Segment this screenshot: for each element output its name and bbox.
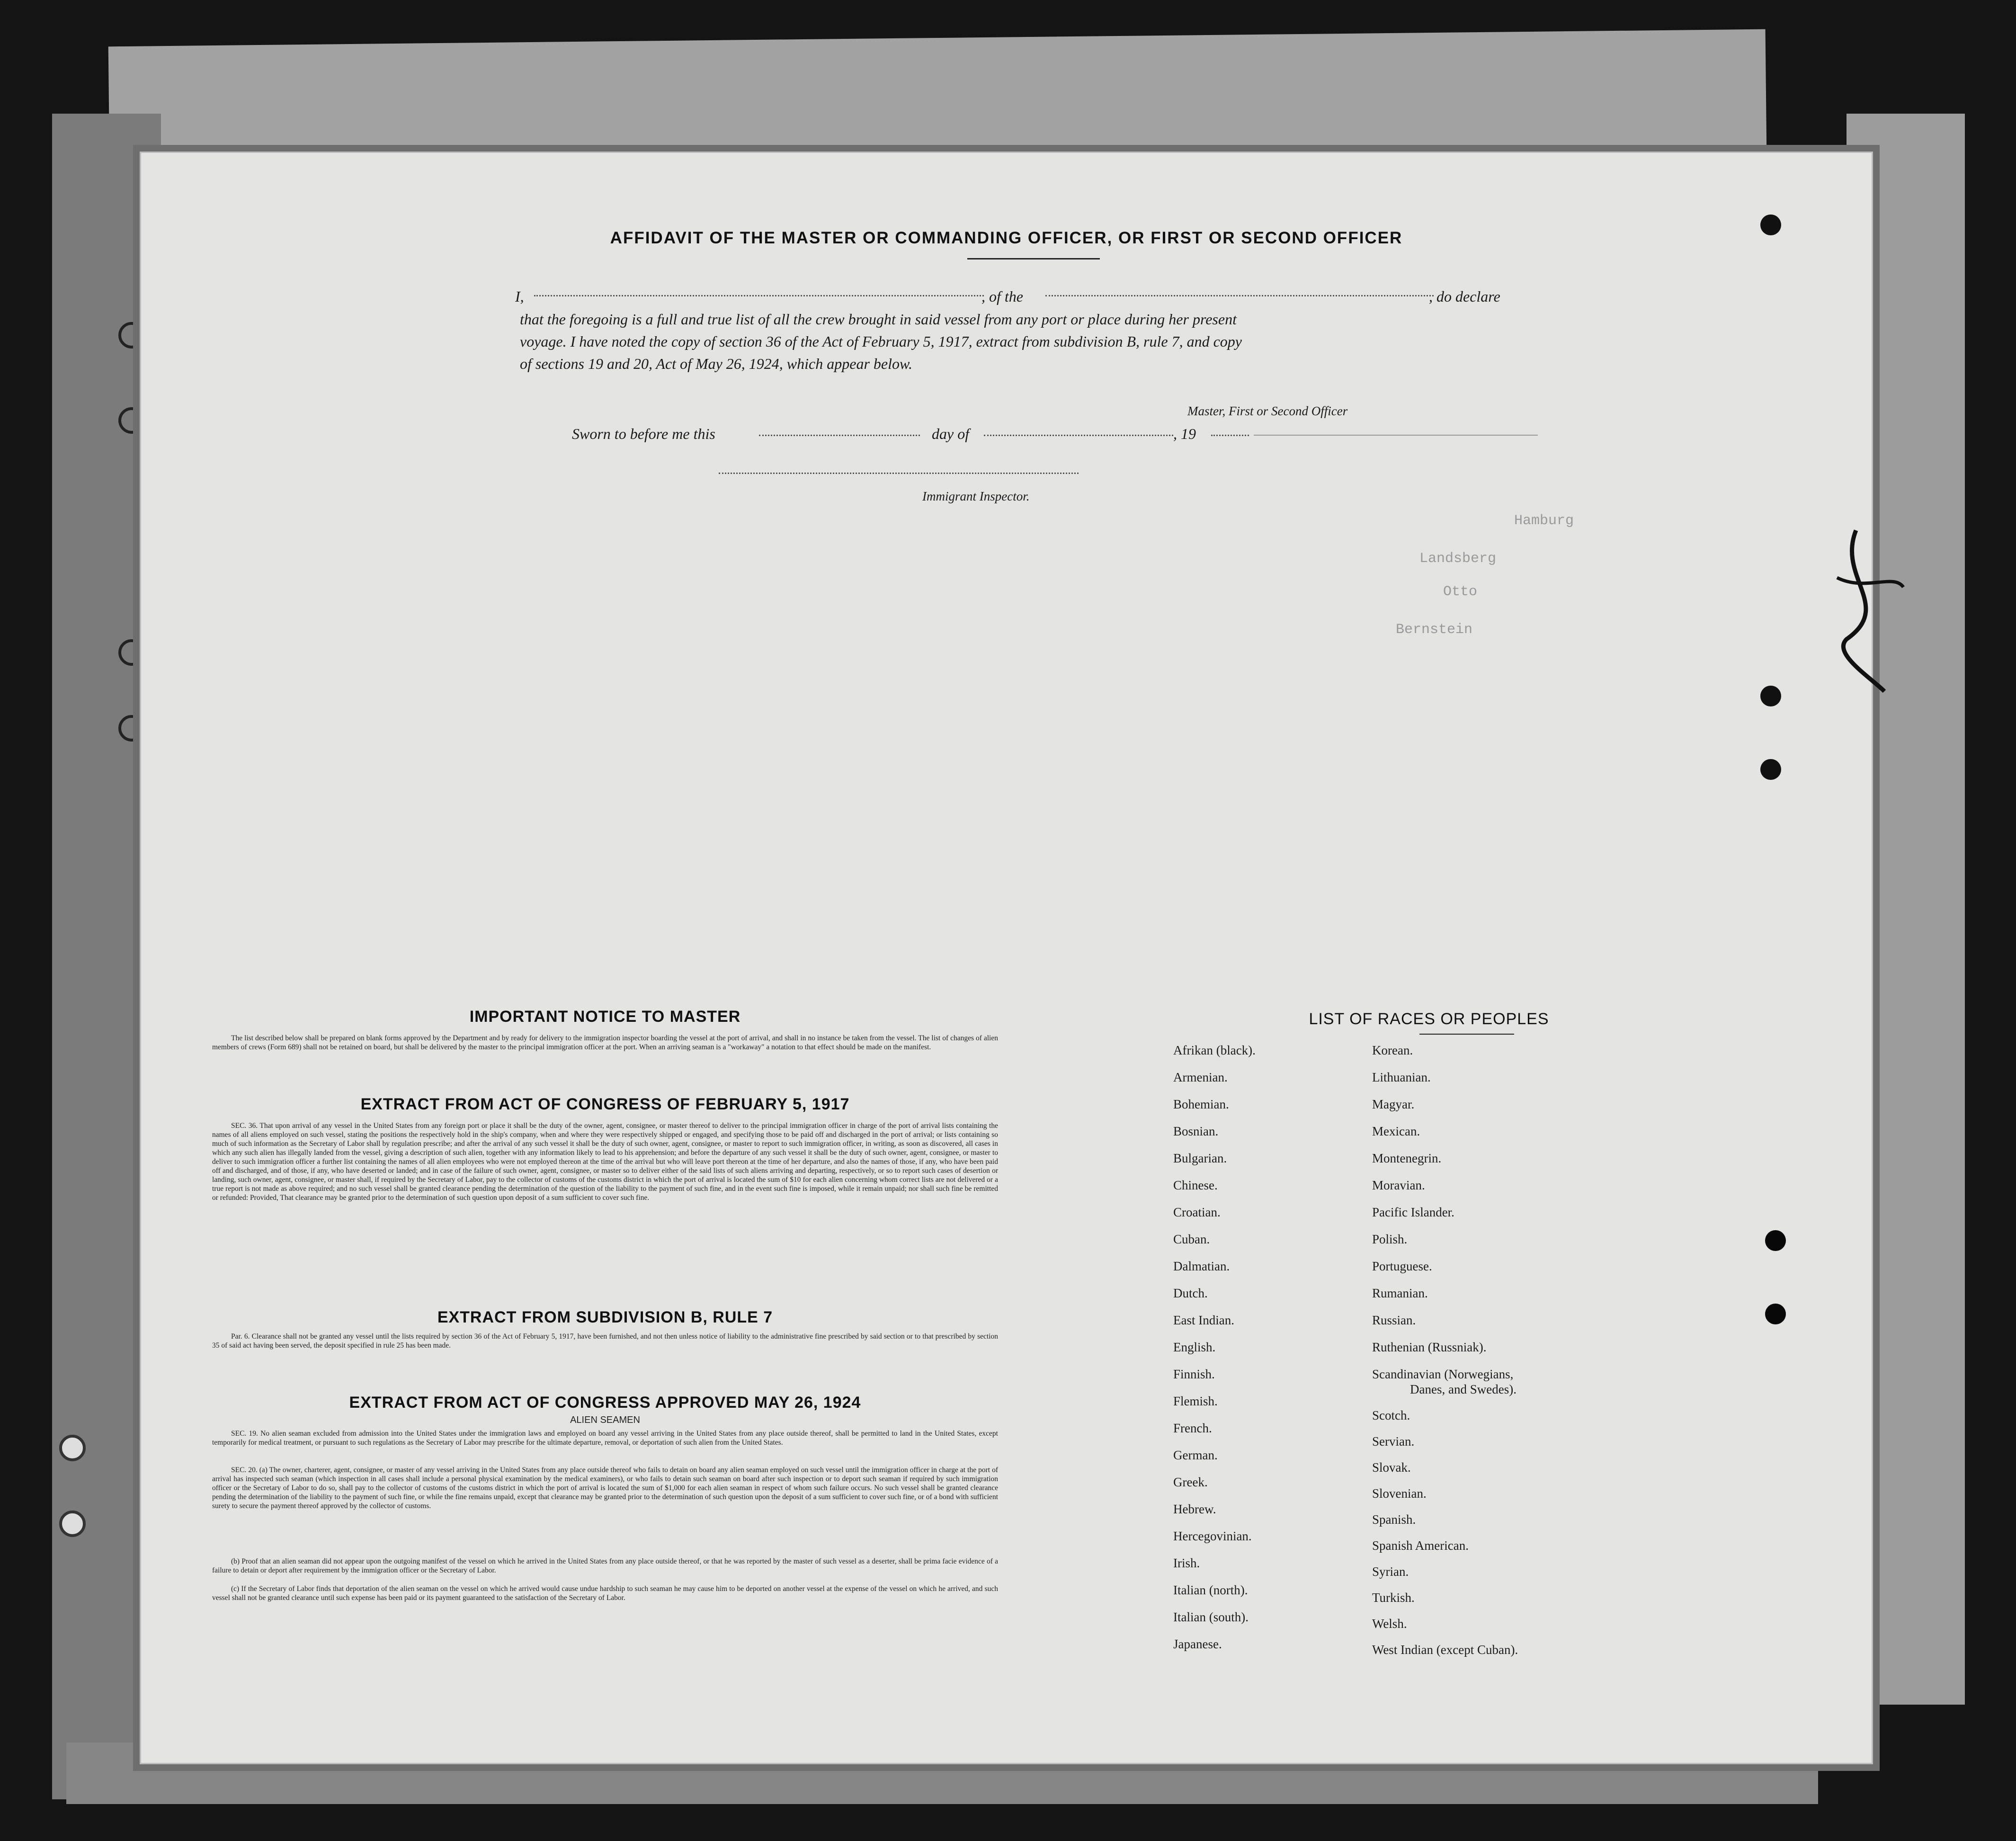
race-item: Hebrew. [1173, 1502, 1216, 1516]
race-item: Rumanian. [1372, 1286, 1428, 1300]
affidavit-title: AFFIDAVIT OF THE MASTER OR COMMANDING OFFICER, OR FIRST OR SECOND OFFICER [610, 229, 1403, 247]
race-item: Bohemian. [1173, 1097, 1229, 1111]
race-item: Finnish. [1173, 1367, 1215, 1381]
rule7-body: Par. 6. Clearance shall not be granted any vessel until the lists required by section 36 of the Act of February 5, 1917, have been furnished, and not then unless notice of liability to the administrative fine prescribed by said section or to that prescribed by section 35 of said act having been served, the deposit specified in rule 25 has been made. [212, 1332, 998, 1349]
sworn-day-blank[interactable] [759, 435, 920, 436]
race-item: Magyar. [1372, 1097, 1415, 1111]
year-blank[interactable] [1211, 435, 1249, 436]
race-item: Greek. [1173, 1475, 1208, 1489]
extract-1924-subtitle: ALIEN SEAMEN [570, 1415, 640, 1425]
master-signature-line[interactable] [1254, 435, 1538, 436]
race-item: Irish. [1173, 1556, 1200, 1570]
punch-hole [1760, 686, 1781, 706]
race-item: Slovenian. [1372, 1486, 1427, 1501]
race-item: Polish. [1372, 1232, 1408, 1246]
race-item: Slovak. [1372, 1460, 1411, 1475]
underlying-page-top [108, 29, 1767, 170]
race-item: Cuban. [1173, 1232, 1210, 1246]
inspector-label: Immigrant Inspector. [922, 489, 1030, 503]
race-item: Montenegrin. [1372, 1151, 1442, 1165]
extract-1924-sec20b: (b) Proof that an alien seaman did not appear upon the outgoing manifest of the vessel on which he arrived in the United States from any place outside thereof, or that he was reported by the master of such vessel as a deserter, shall be prima facie evidence of a failure to detain or deport after requirement by the immigration officer or the Secretary of Labor. [212, 1557, 998, 1574]
race-item: Welsh. [1372, 1617, 1407, 1631]
master-label: Master, First or Second Officer [1187, 404, 1348, 418]
punch-hole [1765, 1230, 1786, 1251]
affidavit-of-the: , of the [981, 288, 1023, 305]
race-item: Bosnian. [1173, 1124, 1219, 1138]
affidavit-declare: , do declare [1429, 288, 1500, 305]
race-item: Portuguese. [1372, 1259, 1432, 1273]
affidavit-i: I, [515, 288, 524, 305]
title-underline [967, 258, 1100, 259]
extract-1924-sec19: SEC. 19. No alien seaman excluded from admission into the United States under the immigration laws and employed on board any vessel arriving in the United States from any place outside thereof, shall be permitted to land in the United States, except temporarily for medical treatment, or pursuant to such regulations as the Secretary of Labor may prescribe for the ultimate departure, removal, or deportation of such alien from the United States. [212, 1430, 998, 1447]
race-item: Italian (north). [1173, 1583, 1248, 1597]
race-item: Croatian. [1173, 1205, 1221, 1219]
affidavit-line-2: that the foregoing is a full and true list of all the crew brought in said vessel from any port or place during her present [520, 311, 1237, 328]
race-item: Armenian. [1173, 1070, 1228, 1084]
race-item: Bulgarian. [1173, 1151, 1227, 1165]
race-item: Servian. [1372, 1434, 1415, 1448]
bleed-through-text: Hamburg [1514, 513, 1574, 529]
year-label: , 19 [1173, 425, 1196, 442]
binder-hole [59, 1435, 86, 1461]
punch-hole [1760, 759, 1781, 780]
affidavit-line-3: voyage. I have noted the copy of section 36 of the Act of February 5, 1917, extract from subdivision B, rule 7, and copy [520, 333, 1242, 350]
extract-1917-title: EXTRACT FROM ACT OF CONGRESS OF FEBRUARY 5, 1917 [360, 1095, 850, 1113]
race-item: Italian (south). [1173, 1610, 1249, 1624]
extract-1924-title: EXTRACT FROM ACT OF CONGRESS APPROVED MAY 26, 1924 [349, 1394, 861, 1412]
race-item: Scotch. [1372, 1408, 1410, 1422]
sworn-month-blank[interactable] [984, 435, 1173, 436]
extract-1924-sec20c: (c) If the Secretary of Labor finds that deportation of the alien seaman on the vessel on which he arrived would cause undue hardship to such seaman he may cause him to be deported on another vessel at the expense of the vessel on which he arrived, and such vessel shall not be granted clearance until such expense has been paid or its payment guaranteed to the satisfaction of the Secretary of Labor. [212, 1585, 998, 1602]
race-item: Turkish. [1372, 1591, 1415, 1605]
race-item: Lithuanian. [1372, 1070, 1431, 1084]
race-item: Dutch. [1173, 1286, 1208, 1300]
notice-title: IMPORTANT NOTICE TO MASTER [469, 1008, 741, 1026]
vessel-blank[interactable] [1045, 295, 1434, 296]
race-item: Afrikan (black). [1173, 1043, 1256, 1057]
race-item: Scandinavian (Norwegians, [1372, 1367, 1514, 1381]
race-item: Flemish. [1173, 1394, 1218, 1408]
affidavit-line-4: of sections 19 and 20, Act of May 26, 1924, which appear below. [520, 355, 912, 372]
crew-list-page [140, 152, 1873, 1764]
extract-1924-sec20a: SEC. 20. (a) The owner, charterer, agent, consignee, or master of any vessel arriving in the United States from any place outside thereof who fails to detain on board any alien seaman employed on such vessel until the immigration officer in charge at the port of arrival has inspected such seaman (which inspection in all cases shall include a personal physical examination by the medical examiners), or who fails to detain such seaman on board after such inspection or to deport such seaman if required by such immigration officer or the Secretary of Labor to do so, shall pay to the collector of customs of the customs district in which the port of arrival is located the sum of $1,000 for each alien seaman in respect of whom such failure occurs. No such vessel shall be granted clearance pending the determination of the liability to the payment of such fine, or while the fine remains unpaid, except that clearance may be granted prior to the determination of such question upon the deposit of a sum sufficient to cover such fine, or of a bond with sufficient surety to secure the payment thereof approved by the collector of customs. [212, 1466, 998, 1510]
race-item: Pacific Islander. [1372, 1205, 1454, 1219]
race-item: Japanese. [1173, 1637, 1222, 1651]
bleed-through-text: Landsberg [1419, 551, 1497, 567]
bleed-through-text: Bernstein [1396, 622, 1473, 638]
pen-mark [1828, 521, 1913, 701]
race-item: Moravian. [1372, 1178, 1425, 1192]
race-item: Dalmatian. [1173, 1259, 1230, 1273]
race-item: Chinese. [1173, 1178, 1218, 1192]
bleed-through-text: Otto [1443, 584, 1478, 600]
race-item: Spanish American. [1372, 1538, 1469, 1553]
name-blank[interactable] [534, 295, 984, 296]
rule7-title: EXTRACT FROM SUBDIVISION B, RULE 7 [437, 1308, 773, 1326]
sworn-label: Sworn to before me this [572, 425, 715, 442]
race-item: French. [1173, 1421, 1212, 1435]
race-item: German. [1173, 1448, 1218, 1462]
extract-1917-body: SEC. 36. That upon arrival of any vessel in the United States from any foreign port or place it shall be the duty of the owner, agent, consignee, or master thereof to deliver to the principal immigration officer in charge of the port of arrival lists containing the names of all aliens employed on such vessel, stating the positions the respectively hold in the ship's company, when and where they were respectively shipped or engaged, and specifying those to be paid off and discharged in the port of arrival; or lists containing so much of such information as the Secretary of Labor shall by regulation prescribe; and after the arrival of any such vessel it shall be the duty of such owner, agent, consignee, or master to report to such immigration officer, in writing, as soon as discovered, all cases in which any such alien has illegally landed from the vessel, giving a description of such alien, together with any information likely to lead to his apprehension; and before the departure of any such vessel it shall be the duty of such owner, agent, consignee, or master to deliver to such immigration officer a further list containing the names of all alien employees who were not employed thereon at the time of the arrival but who will leave port thereon at the time of her departure, and also the names of those, if any, who have been paid off and discharged, and of those, if any, who have deserted or landed; and in case of the failure of such owner, agent, consignee, or master so to deliver either of the said lists of such aliens arriving and departing, respectively, or so to report such cases of desertion or landing, such owner, agent, consignee, or master shall, if required by the Secretary of Labor, pay to the collector of customs of the customs district in which the port of arrival is located the sum of $10 for each alien concerning whom correct lists are not delivered or a true report is not made as above required; and no such vessel shall be granted clearance pending the determination of the question of the liability to the payment of such fine, and in the event such fine is imposed, while it remain unpaid; nor shall such fine be remitted or refunded: Provided, That clearance may be granted prior to the determination of such question upon deposit of a sum sufficient to cover such fine. [212, 1122, 998, 1202]
punch-hole [1765, 1304, 1786, 1324]
inspector-signature-line[interactable] [719, 473, 1079, 474]
race-item: Mexican. [1372, 1124, 1420, 1138]
race-item: East Indian. [1173, 1313, 1234, 1327]
races-title-underline [1419, 1034, 1514, 1035]
notice-body: The list described below shall be prepared on blank forms approved by the Department and by ready for delivery to the immigration inspector boarding the vessel at the port of arrival, and shall in no instance be taken from the vessel. The list of changes of alien members of crews (Form 689) shall not be retained on board, but shall be delivered by the master to the principal immigration officer at the port. When an arriving seaman is a "workaway" a notation to that effect should be made on the manifest. [212, 1034, 998, 1051]
race-item: Korean. [1372, 1043, 1413, 1057]
race-item: Danes, and Swedes). [1410, 1382, 1516, 1396]
binder-hole [59, 1510, 86, 1537]
race-item: Syrian. [1372, 1564, 1409, 1579]
day-of-label: day of [932, 425, 970, 442]
races-title: LIST OF RACES OR PEOPLES [1309, 1010, 1549, 1028]
race-item: Hercegovinian. [1173, 1529, 1252, 1543]
race-item: Ruthenian (Russniak). [1372, 1340, 1487, 1354]
race-item: Spanish. [1372, 1512, 1416, 1527]
race-item: West Indian (except Cuban). [1372, 1643, 1518, 1657]
race-item: Russian. [1372, 1313, 1416, 1327]
race-item: English. [1173, 1340, 1216, 1354]
